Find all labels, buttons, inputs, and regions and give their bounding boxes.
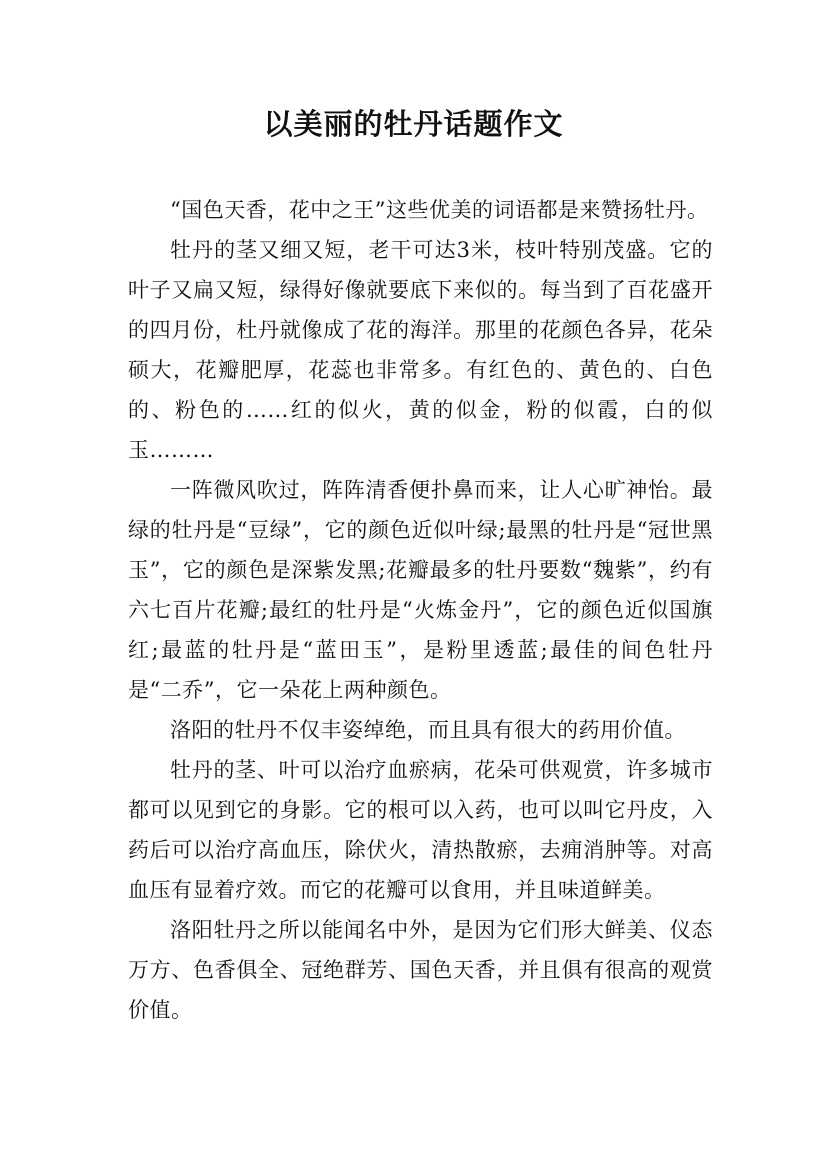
paragraph-6: 洛阳牡丹之所以能闻名中外，是因为它们形大鲜美、仪态万方、色香俱全、冠绝群芳、国色天香，并且俱有很高的观赏价值。 xyxy=(128,918,713,1022)
paragraph-3: 一阵微风吹过，阵阵清香便扑鼻而来，让人心旷神怡。最绿的牡丹是“豆绿”，它的颜色近似叶绿;最黑的牡丹是“冠世黑玉”，它的颜色是深紫发黑;花瓣最多的牡丹要数“魏紫”，约有六七百片花瓣;最红的牡丹是“火炼金丹”，它的颜色近似国旗红;最蓝的牡丹是“蓝田玉”，是粉里透蓝;最佳的间色牡丹是“二乔”，它一朵花上两种颜色。 xyxy=(128,478,713,702)
paragraph-5: 牡丹的茎、叶可以治疗血瘀病，花朵可供观赏，许多城市都可以见到它的身影。它的根可以入药，也可以叫它丹皮，入药后可以治疗高血压，除伏火，清热散瘀，去痈消肿等。对高血压有显着疗效。而它的花瓣可以食用，并且味道鲜美。 xyxy=(128,758,713,902)
paragraph-4: 洛阳的牡丹不仅丰姿绰绝，而且具有很大的药用价值。 xyxy=(170,718,686,742)
paragraph-1: “国色天香，花中之王”这些优美的词语都是来赞扬牡丹。 xyxy=(170,198,709,222)
document-title: 以美丽的牡丹话题作文 xyxy=(263,107,564,141)
paragraph-2: 牡丹的茎又细又短，老干可达3米，枝叶特别茂盛。它的叶子又扁又短，绿得好像就要底下来似的。每当到了百花盛开的四月份，杜丹就像成了花的海洋。那里的花颜色各异，花朵硕大，花瓣肥厚，花蕊也非常多。有红色的、黄色的、白色的、粉色的……红的似火，黄的似金，粉的似霞，白的似玉……… xyxy=(128,238,713,462)
document-body xyxy=(128,190,713,1030)
